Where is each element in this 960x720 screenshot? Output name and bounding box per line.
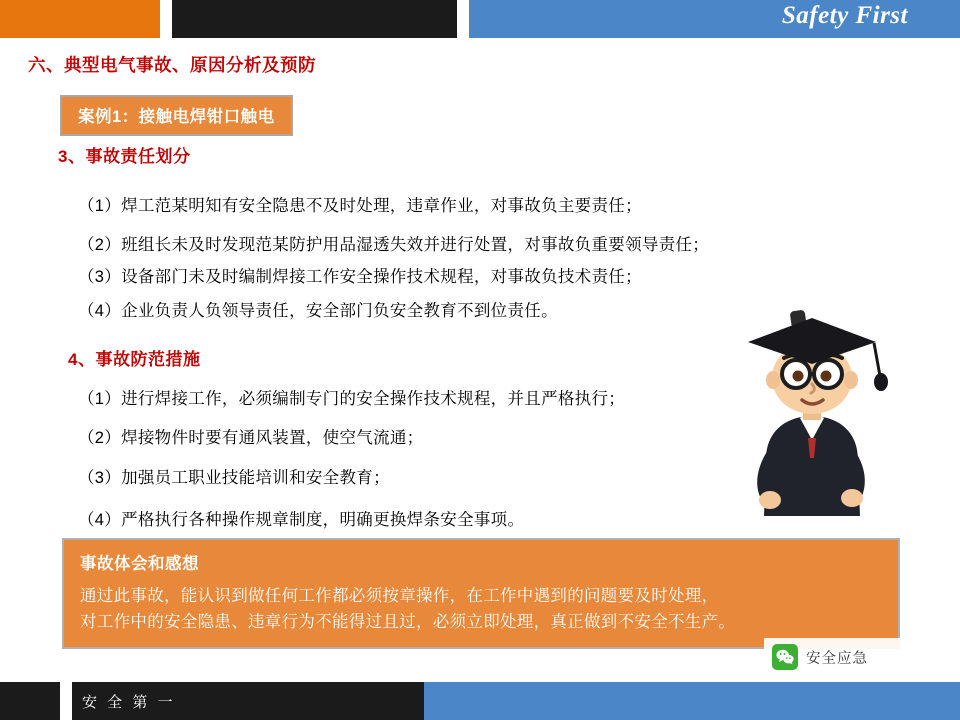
top-banner-dark-block xyxy=(172,0,457,38)
top-banner-gap-1 xyxy=(160,0,172,38)
graduation-cap-icon xyxy=(748,318,888,391)
bottom-banner-gap xyxy=(60,682,72,720)
summary-line-2: 对工作中的安全隐患、违章行为不能得过且过，必须立即处理，真正做到不安全不生产。 xyxy=(80,612,736,631)
bottom-banner xyxy=(0,682,960,720)
page-title: 六、典型电气事故、原因分析及预防 xyxy=(28,55,316,75)
bottom-banner-text: 安 全 第 一 xyxy=(82,694,176,711)
measure-item-3: （3）加强员工职业技能培训和安全教育； xyxy=(78,469,390,487)
responsibility-item-3: （3）设备部门未及时编制焊接工作安全操作技术规程，对事故负技术责任； xyxy=(78,268,642,286)
bottom-banner-blue-block xyxy=(424,682,960,720)
top-banner-blue-block xyxy=(469,0,960,38)
top-banner xyxy=(0,0,960,38)
heading-responsibility: 3、事故责任划分 xyxy=(58,147,191,166)
measure-item-2: （2）焊接物件时要有通风装置，使空气流通； xyxy=(78,429,424,447)
summary-box xyxy=(62,538,900,649)
top-banner-gap-2 xyxy=(457,0,469,38)
brand-title: Safety First xyxy=(781,2,908,29)
top-banner-orange-block xyxy=(0,0,160,38)
pen-icon xyxy=(790,310,826,497)
measure-item-1: （1）进行焊接工作，必须编制专门的安全操作技术规程，并且严格执行； xyxy=(78,390,626,408)
heading-measures: 4、事故防范措施 xyxy=(68,350,201,369)
bottom-banner-dark-main xyxy=(72,682,424,720)
case-title-box: 案例1：接触电焊钳口触电 xyxy=(60,95,293,136)
responsibility-item-1: （1）焊工范某明知有安全隐患不及时处理，违章作业，对事故负主要责任； xyxy=(78,197,642,215)
summary-line-1: 通过此事故，能认识到做任何工作都必须按章操作，在工作中遇到的问题要及时处理， xyxy=(80,587,719,605)
responsibility-item-4: （4）企业负责人负领导责任，安全部门负安全教育不到位责任。 xyxy=(78,302,558,320)
bottom-banner-dark-left xyxy=(0,682,60,720)
measure-item-4: （4）严格执行各种操作规章制度，明确更换焊条安全事项。 xyxy=(78,511,525,529)
summary-title: 事故体会和感想 xyxy=(80,555,199,573)
wechat-account-badge xyxy=(764,638,944,676)
responsibility-item-2: （2）班组长未及时发现范某防护用品湿透失效并进行处置，对事故负重要领导责任； xyxy=(78,236,710,254)
wechat-icon xyxy=(772,644,798,670)
graduate-cartoon-illustration xyxy=(708,300,908,540)
wechat-account-label: 安全应急 xyxy=(806,650,868,667)
